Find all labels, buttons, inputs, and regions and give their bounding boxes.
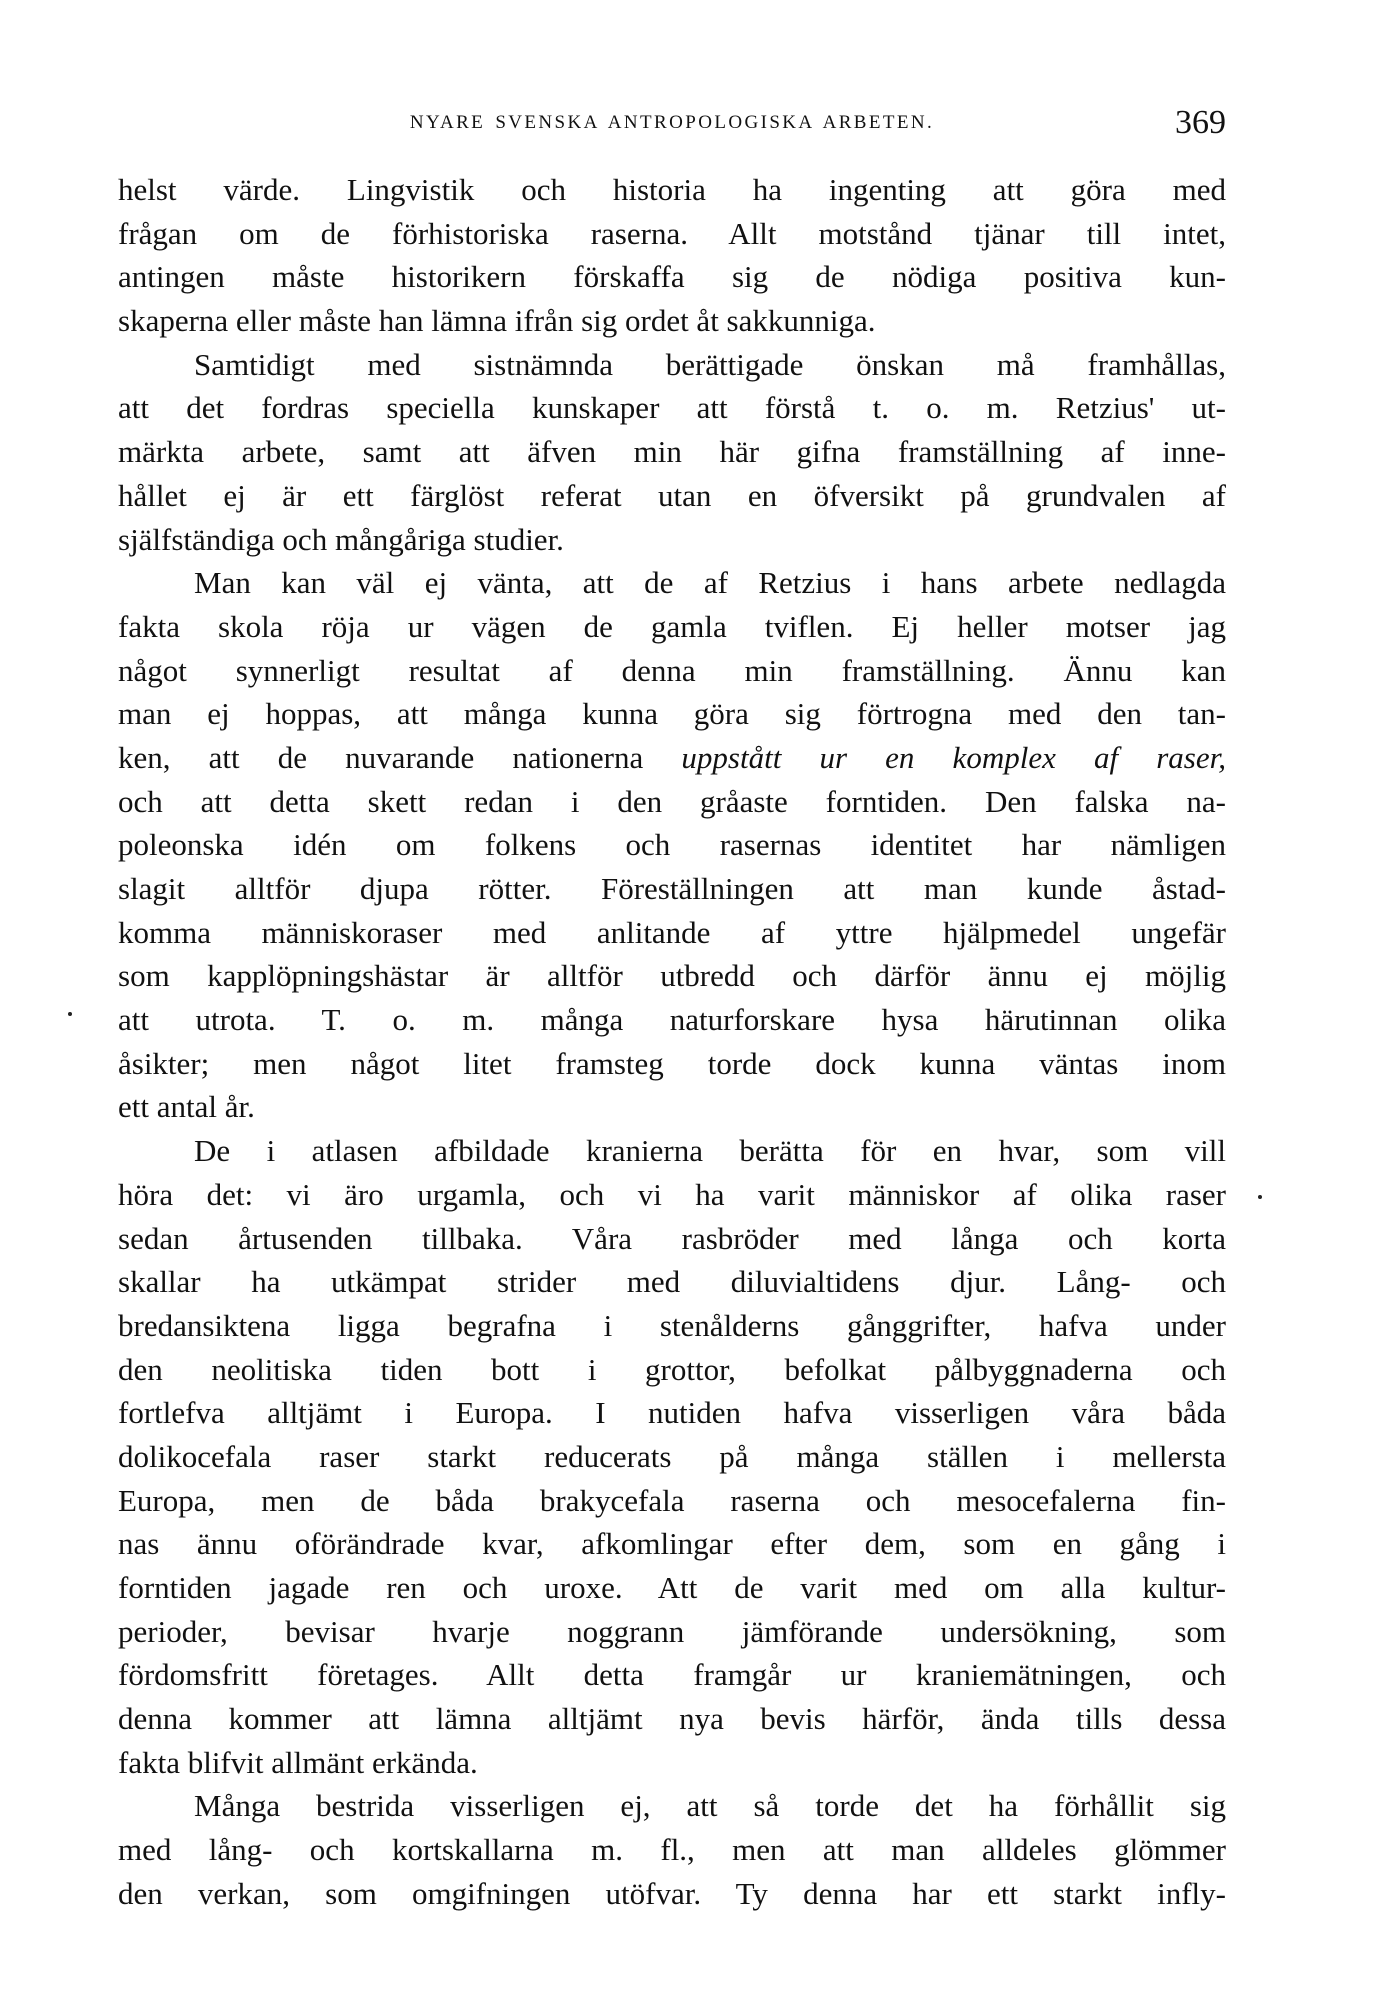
text-line [118, 954, 1226, 998]
text-line [118, 867, 1226, 911]
text-line-content: Europa, men de båda brakycefala raserna och mesocefalerna fin- [118, 1482, 1226, 1518]
text-line-content: själfständiga och mångåriga studier. [118, 521, 564, 557]
text-line [118, 1391, 1226, 1435]
text-line [118, 1085, 1226, 1129]
text-line-content: frågan om de förhistoriska raserna. Allt motstånd tjänar till intet, [118, 215, 1226, 251]
text-line-content: bredansiktena ligga begrafna i stenålderns gånggrifter, hafva under [118, 1307, 1226, 1343]
text-line [118, 1872, 1226, 1916]
text-line [118, 255, 1226, 299]
text-line [118, 343, 1226, 387]
text-line [118, 1042, 1226, 1086]
text-line-content: som kapplöpningshästar är alltför utbredd och därför ännu ej möjlig [118, 958, 1226, 994]
text-line-content: poleonska idén om folkens och rasernas identitet har nämligen [118, 827, 1226, 863]
text-line-content: Många bestrida visserligen ej, att så torde det ha förhållit sig [194, 1788, 1226, 1824]
text-line-content: sedan årtusenden tillbaka. Våra rasbröder med långa och korta [118, 1220, 1226, 1256]
text-line [118, 1304, 1226, 1348]
text-line-content: med lång- och kortskallarna m. fl., men att man alldeles glömmer [118, 1832, 1226, 1868]
text-line [118, 649, 1226, 693]
text-line-content: slagit alltför djupa rötter. Föreställningen att man kunde åstad- [118, 871, 1226, 906]
text-line-content: och att detta skett redan i den gråaste forntiden. Den falska na- [118, 783, 1226, 819]
text-line-content: ett antal år. [118, 1089, 255, 1125]
text-line-content: den neolitiska tiden bott i grottor, befolkat pålbyggnaderna och [118, 1351, 1226, 1387]
text-line-content: perioder, bevisar hvarje noggrann jämförande undersökning, som [118, 1613, 1226, 1649]
text-line [118, 430, 1226, 474]
body-text [118, 168, 1226, 1916]
running-title: NYARE SVENSKA ANTROPOLOGISKA ARBETEN. [409, 112, 935, 133]
text-line [118, 1566, 1226, 1610]
text-line-content: åsikter; men något litet framsteg torde dock kunna väntas inom [118, 1045, 1226, 1081]
text-line [118, 1784, 1226, 1828]
text-line [118, 1129, 1226, 1173]
text-line-content: nas ännu oförändrade kvar, afkomlingar efter dem, som en gång i [118, 1526, 1226, 1562]
text-line [118, 299, 1226, 343]
text-line-content: man ej hoppas, att många kunna göra sig förtrogna med den tan- [118, 696, 1226, 732]
text-line-content: att utrota. T. o. m. många naturforskare hysa härutinnan olika [118, 1002, 1226, 1038]
text-line-content: fortlefva alltjämt i Europa. I nutiden hafva visserligen våra båda [118, 1395, 1226, 1431]
text-line [118, 1217, 1226, 1261]
text-line [118, 212, 1226, 256]
text-line-content: fakta skola röja ur vägen de gamla tviflen. Ej heller motser jag [118, 608, 1226, 644]
text-line-content: ken, att de nuvarande nationerna [118, 739, 644, 775]
text-line-content: helst värde. Lingvistik och historia ha ingenting att göra med [118, 172, 1226, 207]
text-line [118, 1610, 1226, 1654]
text-line-content: antingen måste historikern förskaffa sig de nödiga positiva kun- [118, 259, 1226, 295]
text-line-content: fördomsfritt företages. Allt detta framgår ur kraniemätningen, och [118, 1657, 1226, 1693]
text-line [118, 1741, 1226, 1785]
text-line [118, 998, 1226, 1042]
text-line-content: något synnerligt resultat af denna min framställning. Ännu kan [118, 652, 1226, 688]
margin-speck [68, 1012, 72, 1016]
text-line [118, 780, 1226, 824]
text-line [118, 605, 1226, 649]
text-line-content: skaperna eller måste han lämna ifrån sig ordet åt sakkunniga. [118, 303, 876, 339]
text-line [118, 823, 1226, 867]
text-line-content: Samtidigt med sistnämnda berättigade önskan må framhållas, [194, 346, 1226, 382]
text-line-content: forntiden jagade ren och uroxe. Att de varit med om alla kultur- [118, 1570, 1226, 1605]
text-line-content: dolikocefala raser starkt reducerats på många ställen i mellersta [118, 1438, 1226, 1474]
text-line [118, 1697, 1226, 1741]
running-header [118, 104, 1226, 142]
text-line [118, 1479, 1226, 1523]
text-line [118, 168, 1226, 212]
text-line [118, 1653, 1226, 1697]
text-line-content: skallar ha utkämpat strider med diluvialtidens djur. Lång- och [118, 1264, 1226, 1300]
margin-speck [1258, 1195, 1262, 1199]
text-line-content: att det fordras speciella kunskaper att förstå t. o. m. Retzius' ut- [118, 390, 1226, 426]
text-line [118, 1828, 1226, 1872]
italic-phrase: uppstått ur en komplex af raser, [681, 739, 1226, 775]
text-line [118, 561, 1226, 605]
text-line-content: komma människoraser med anlitande af yttre hjälpmedel ungefär [118, 914, 1226, 950]
text-line [118, 692, 1226, 736]
text-line [118, 911, 1226, 955]
text-line-content: fakta blifvit allmänt erkända. [118, 1744, 478, 1780]
text-line [118, 1348, 1226, 1392]
text-line-content: hållet ej är ett färglöst referat utan en öfversikt på grundvalen af [118, 477, 1226, 513]
text-line [118, 1260, 1226, 1304]
text-line-content: höra det: vi äro urgamla, och vi ha varit människor af olika raser [118, 1176, 1226, 1212]
text-line-content: märkta arbete, samt att äfven min här gifna framställning af inne- [118, 434, 1226, 470]
text-line-content: De i atlasen afbildade kranierna berätta för en hvar, som vill [194, 1133, 1226, 1169]
text-line-content: Man kan väl ej vänta, att de af Retzius i hans arbete nedlagda [194, 565, 1226, 601]
text-line [118, 1522, 1226, 1566]
text-line [118, 1435, 1226, 1479]
text-line [118, 1173, 1226, 1217]
text-line [118, 518, 1226, 562]
text-line-content: den verkan, som omgifningen utöfvar. Ty denna har ett starkt infly- [118, 1875, 1226, 1911]
text-line [118, 474, 1226, 518]
text-line [118, 736, 1226, 780]
page-number: 369 [1175, 104, 1226, 141]
text-line [118, 386, 1226, 430]
text-line-content: denna kommer att lämna alltjämt nya bevis härför, ända tills dessa [118, 1701, 1226, 1737]
